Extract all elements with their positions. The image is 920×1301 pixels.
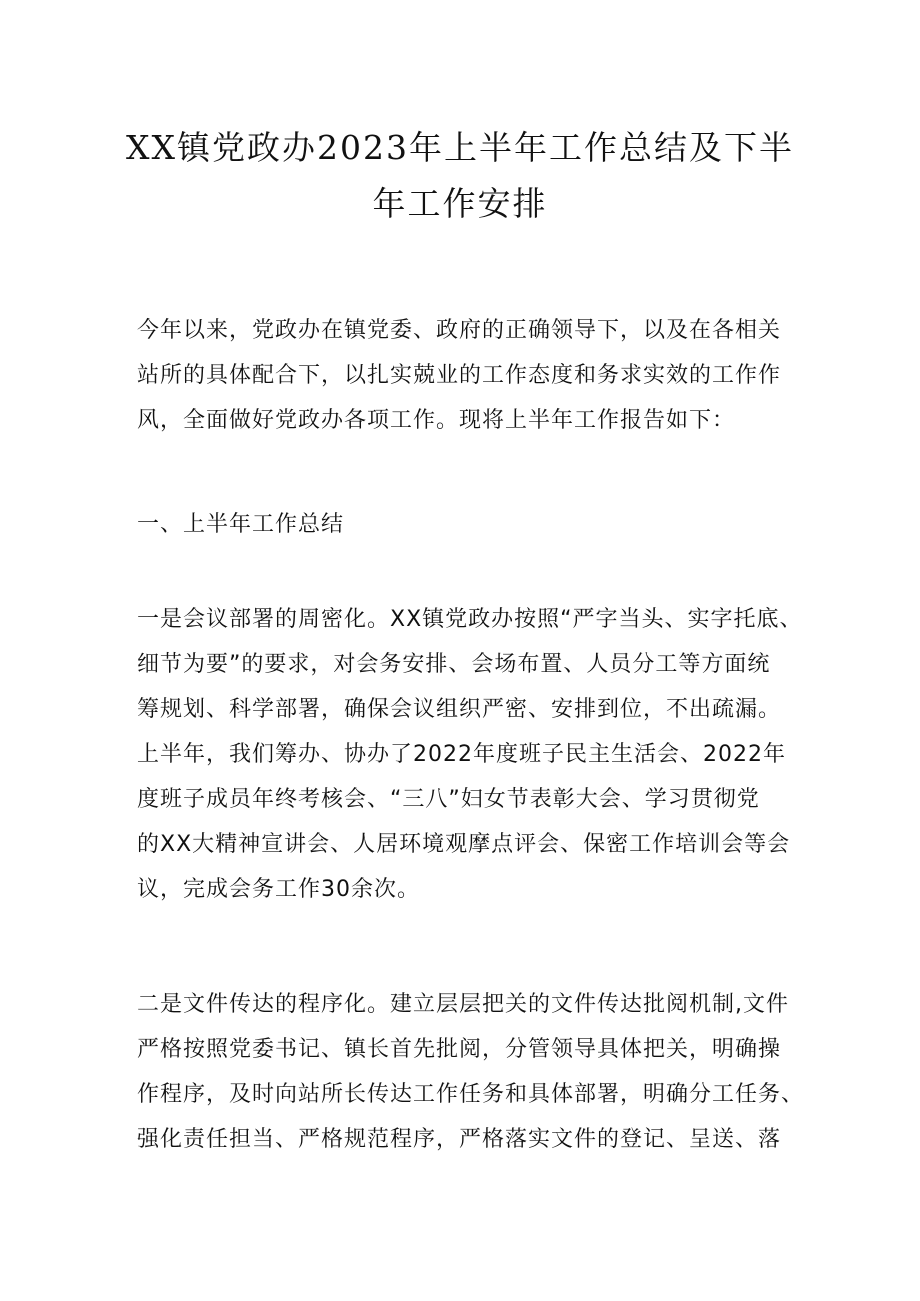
paragraph-line: 二是文件传达的程序化。建立层层把关的文件传达批阅机制,文件 — [137, 992, 789, 1017]
item2-paragraph — [137, 982, 817, 1162]
paragraph-line: 强化责任担当、严格规范程序，严格落实文件的登记、呈送、落 — [137, 1127, 782, 1152]
paragraph-line: 度班子成员年终考核会、“三八”妇女节表彰大会、学习贯彻党 — [137, 787, 760, 812]
item1-paragraph — [137, 597, 817, 912]
paragraph-line: 严格按照党委书记、镇长首先批阅，分管领导具体把关，明确操 — [137, 1037, 782, 1062]
intro-paragraph — [137, 308, 817, 443]
document-title — [100, 120, 820, 232]
paragraph-line: 作程序，及时向站所长传达工作任务和具体部署，明确分工任务、 — [137, 1082, 805, 1107]
title-line: 年工作安排 — [372, 184, 548, 223]
section-heading-text: 一、上半年工作总结 — [137, 512, 345, 537]
paragraph-line: 今年以来，党政办在镇党委、政府的正确领导下，以及在各相关 — [137, 318, 782, 343]
paragraph-line: 一是会议部署的周密化。XX镇党政办按照“严字当头、实字托底、 — [137, 607, 803, 632]
paragraph-line: 筹规划、科学部署，确保会议组织严密、安排到位，不出疏漏。 — [137, 697, 782, 722]
paragraph-line: 细节为要”的要求，对会务安排、会场布置、人员分工等方面统 — [137, 652, 771, 677]
title-line: XX镇党政办2023年上半年工作总结及下半 — [126, 128, 794, 167]
paragraph-line: 议，完成会务工作30余次。 — [137, 877, 420, 902]
paragraph-line: 站所的具体配合下，以扎实兢业的工作态度和务求实效的工作作 — [137, 363, 782, 388]
paragraph-line: 风，全面做好党政办各项工作。现将上半年工作报告如下： — [137, 408, 736, 433]
section-heading — [137, 502, 817, 547]
paragraph-line: 的XX大精神宣讲会、人居环境观摩点评会、保密工作培训会等会 — [137, 832, 791, 857]
paragraph-line: 上半年，我们筹办、协办了2022年度班子民主生活会、2022年 — [137, 742, 786, 767]
